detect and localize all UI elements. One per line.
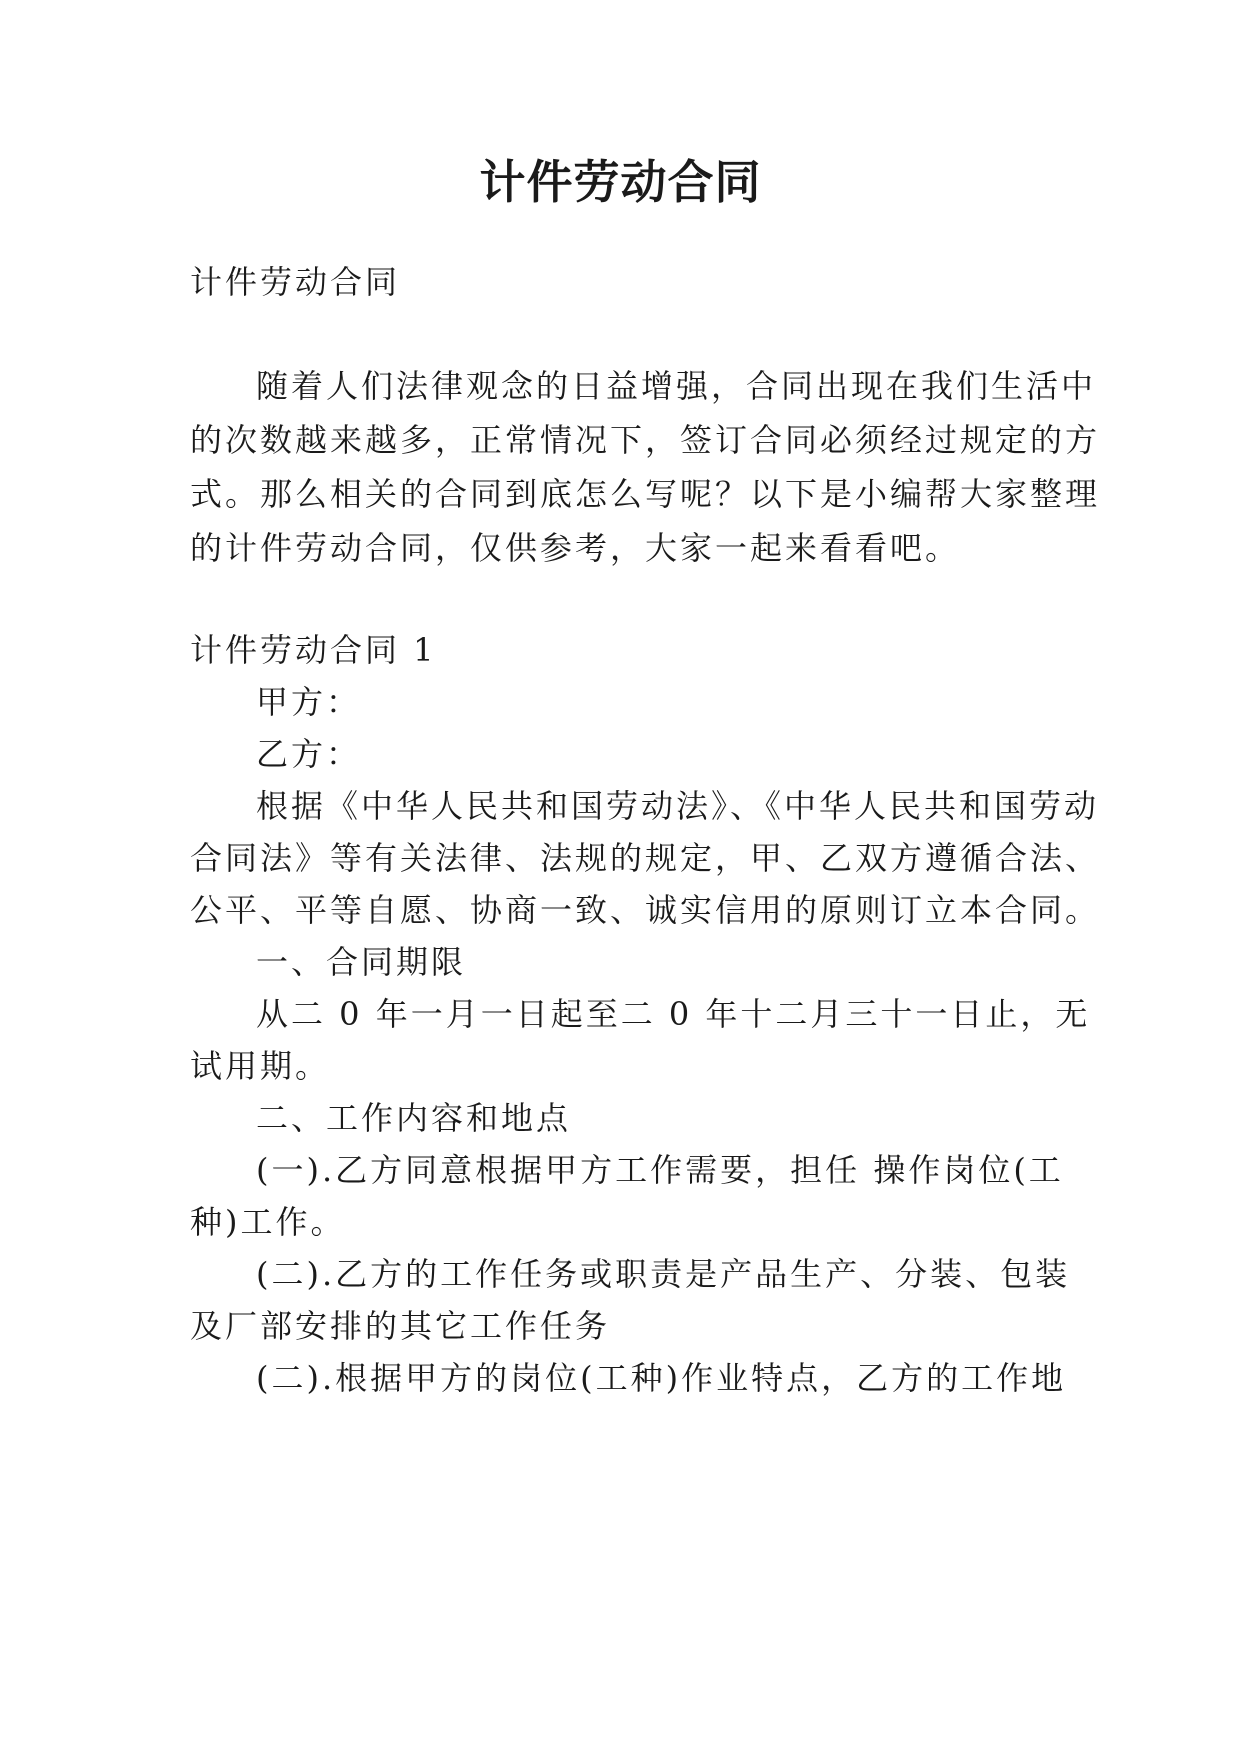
contract-heading: 计件劳动合同 1 [190,631,437,669]
section1-line-2: 试用期。 [190,1047,331,1085]
item2-line-1: (二).乙方的工作任务或职责是产品生产、分装、包装 [256,1255,1071,1293]
party-a-label: 甲方： [256,683,362,721]
item2-line-2: 及厂部安排的其它工作任务 [190,1307,611,1345]
intro-line-3: 式。那么相关的合同到底怎么写呢？以下是小编帮大家整理 [190,475,1101,513]
item1-line-2: 种)工作。 [190,1203,346,1241]
section1-line-1: 从二 0 年一月一日起至二 0 年十二月三十一日止，无 [256,995,1091,1033]
document-subtitle: 计件劳动合同 [190,263,401,301]
basis-line-1: 根据《中华人民共和国劳动法》、《中华人民共和国劳动 [256,787,1100,825]
intro-line-2: 的次数越来越多，正常情况下，签订合同必须经过规定的方 [190,421,1101,459]
item3-line-1: (二).根据甲方的岗位(工种)作业特点，乙方的工作地 [256,1359,1067,1397]
basis-line-3: 公平、平等自愿、协商一致、诚实信用的原则订立本合同。 [190,891,1101,929]
intro-line-1: 随着人们法律观念的日益增强，合同出现在我们生活中 [256,367,1097,405]
intro-line-4: 的计件劳动合同，仅供参考，大家一起来看看吧。 [190,529,961,567]
basis-line-2: 合同法》等有关法律、法规的规定，甲、乙双方遵循合法、 [190,839,1101,877]
section2-heading: 二、工作内容和地点 [256,1099,572,1137]
document-title: 计件劳动合同 [479,155,762,209]
section1-heading: 一、合同期限 [256,943,467,981]
item1-line-1: (一).乙方同意根据甲方工作需要，担任 操作岗位(工 [256,1151,1064,1189]
party-b-label: 乙方： [256,735,362,773]
